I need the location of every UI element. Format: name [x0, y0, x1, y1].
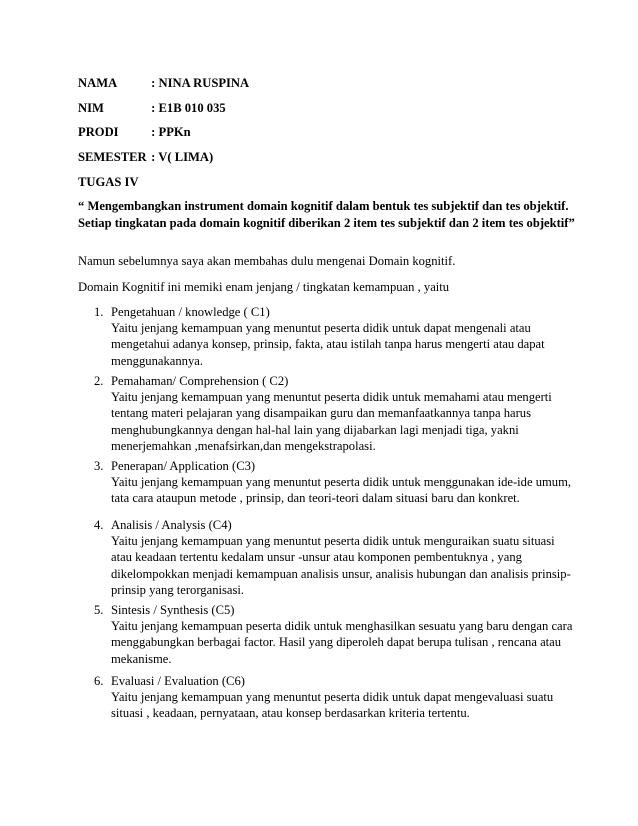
list-item-title: Pemahaman/ Comprehension ( C2)	[111, 374, 289, 388]
semester-label: SEMESTER	[78, 150, 147, 164]
prodi-label: PRODI	[78, 125, 119, 139]
list-item-number: 2.	[94, 374, 104, 388]
list-item	[94, 304, 574, 369]
task-title: TUGAS IV	[78, 175, 139, 189]
list-item	[94, 458, 574, 507]
list-item-title: Evaluasi / Evaluation (C6)	[111, 674, 245, 688]
list-item-number: 6.	[94, 674, 104, 688]
list-item-description: Yaitu jenjang kemampuan yang menuntut peserta didik untuk dapat mengenali atau mengetahui adanya konsep, prinsip, fakta, atau istilah tanpa harus mengerti atau dapat menggunakannya.	[111, 321, 545, 368]
prodi-value: : PPKn	[151, 125, 191, 139]
nama-value: : NINA RUSPINA	[151, 76, 250, 90]
list-item	[94, 373, 574, 454]
intro-paragraph-2: Domain Kognitif ini memiki enam jenjang / tingkatan kemampuan , yaitu	[78, 280, 450, 294]
nim-row	[78, 101, 226, 116]
list-item-number: 4.	[94, 518, 104, 532]
list-item-number: 3.	[94, 459, 104, 473]
list-item-description: Yaitu jenjang kemampuan yang menuntut peserta didik untuk menguraikan suatu situasi atau keadaan tertentu kedalam unsur -unsur atau komponen pembentuknya , yang dikelompokkan menjadi kemampuan analisis unsur, analisis hubungan dan analisis prinsip-prinsip yang terorganisasi.	[111, 534, 571, 597]
semester-row	[78, 150, 213, 165]
list-item	[94, 517, 574, 598]
nama-row	[78, 76, 249, 91]
list-item-title: Penerapan/ Application (C3)	[111, 459, 256, 473]
nim-value: : E1B 010 035	[151, 101, 226, 115]
list-item-description: Yaitu jenjang kemampuan yang menuntut peserta didik untuk dapat mengevaluasi suatu situasi , keadaan, pernyataan, atau konsep berdasarkan kriteria tertentu.	[111, 690, 554, 721]
list-item-number: 1.	[94, 305, 104, 319]
list-item	[94, 602, 574, 667]
list-item-title: Sintesis / Synthesis (C5)	[111, 603, 235, 617]
list-item-title: Analisis / Analysis (C4)	[111, 518, 232, 532]
prodi-row	[78, 125, 191, 140]
list-item-description: Yaitu jenjang kemampuan yang menuntut peserta didik untuk memahami atau mengerti tentang materi pelajaran yang disampaikan guru dan memanfaatkannya tanpa harus menghubungkannya dengan hal-hal lain yang dijabarkan lagi menjadi tiga, yakni menerjemahkan ,menafsirkan,dan mengekstrapolasi.	[111, 390, 552, 453]
nim-label: NIM	[78, 101, 104, 115]
list-item-number: 5.	[94, 603, 104, 617]
assignment-prompt: “ Mengembangkan instrument domain kognitif dalam bentuk tes subjektif dan tes objektif. Setiap tingkatan pada domain kognitif diberikan 2 item tes subjektif dan 2 item tes objektif”	[78, 199, 575, 230]
list-item-title: Pengetahuan / knowledge ( C1)	[111, 305, 270, 319]
list-item-description: Yaitu jenjang kemampuan yang menuntut peserta didik untuk menggunakan ide-ide umum, tata cara ataupun metode , prinsip, dan teori-teori dalam situasi baru dan konkret.	[111, 475, 572, 506]
intro-paragraph-1: Namun sebelumnya saya akan membahas dulu mengenai Domain kognitif.	[78, 254, 456, 268]
semester-value: : V( LIMA)	[151, 150, 214, 164]
nama-label: NAMA	[78, 76, 118, 90]
list-item-description: Yaitu jenjang kemampuan peserta didik untuk menghasilkan sesuatu yang baru dengan cara menggabungkan berbagai factor. Hasil yang diperoleh dapat berupa tulisan , rencana atau mekanisme.	[111, 619, 573, 666]
list-item	[94, 673, 574, 722]
